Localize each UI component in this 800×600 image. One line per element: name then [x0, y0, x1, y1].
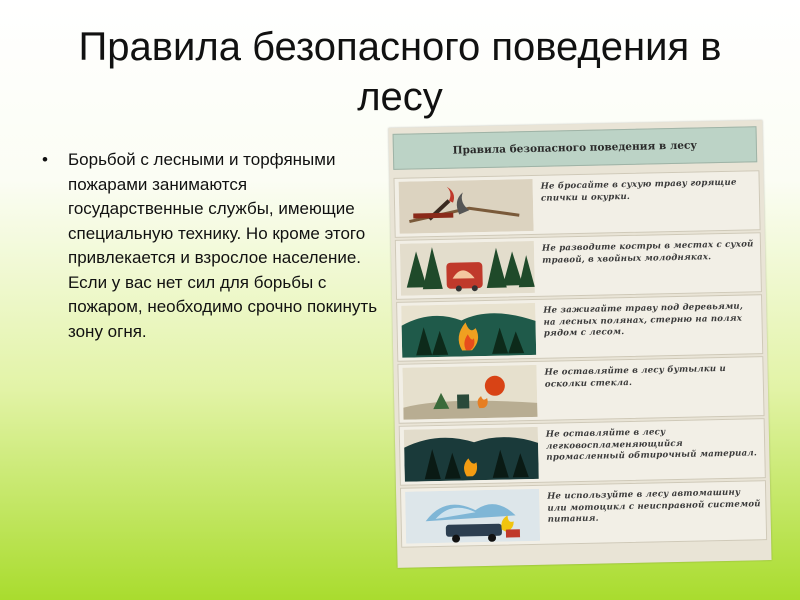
bullet-marker: •: [42, 150, 48, 169]
rule-row: [397, 356, 764, 424]
textbook-scan-image: [388, 120, 771, 568]
bullet-text: Борьбой с лесными и торфяными пожарами занимаются государственные службы, имеющие специальную технику. Но кроме этого привлекается и взрослое население. Если у вас нет сил для борьбы с пожаром, необходимо срочно покинуть зону огня.: [68, 150, 378, 341]
bullet-paragraph: [42, 148, 382, 344]
burning-match-icon: [399, 179, 534, 234]
scan-header: Правила безопасного поведения в лесу: [393, 126, 758, 170]
forest-campfire-icon: [400, 241, 535, 296]
rule-row: [396, 294, 763, 362]
rule-row: [393, 170, 760, 238]
rule-row: [400, 480, 767, 548]
forest-grass-fire-icon: [401, 303, 536, 358]
rule-text: Не используйте в лесу автомашину или мотоцикл с неисправной системой питания.: [547, 487, 761, 525]
sun-glass-fire-icon: [402, 365, 537, 420]
rule-row: [399, 418, 766, 486]
rule-text: Не оставляйте в лесу легковоспламеняющийся промасленный обтирочный материал.: [545, 427, 758, 463]
vehicle-fire-icon: [405, 489, 540, 544]
oily-rag-fire-icon: [404, 427, 539, 482]
rule-text: Не зажигайте траву под деревьями, на лесных полянах, стерню на полях рядом с лесом.: [543, 301, 744, 339]
rule-text: Не бросайте в сухую траву горящие спички и окурки.: [540, 177, 737, 204]
rule-row: [395, 232, 762, 300]
slide-title: Правила безопасного поведения в лесу: [78, 25, 722, 119]
rule-text: Не разводите костры в местах с сухой травой, в хвойных молодняках.: [541, 239, 754, 266]
rule-text: Не оставляйте в лесу бутылки и осколки стекла.: [544, 363, 726, 390]
